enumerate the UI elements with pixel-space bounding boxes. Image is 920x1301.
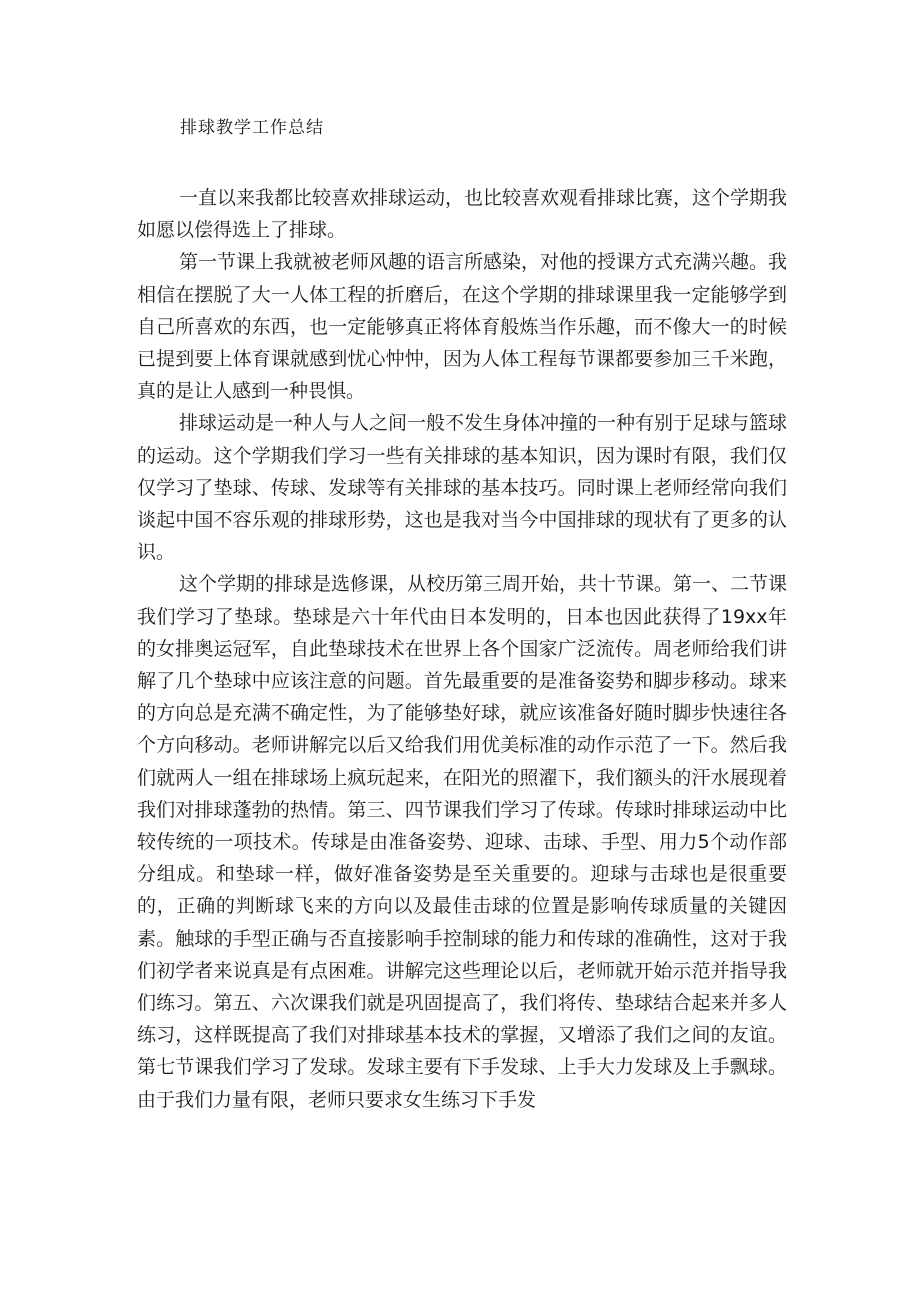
paragraph: 这个学期的排球是选修课，从校历第三周开始，共十节课。第一、二节课我们学习了垫球。垫球是六十年代由日本发明的，日本也因此获得了19xx年的女排奥运冠军，自此垫球技术在世界上各个国家广泛流传。周老师给我们讲解了几个垫球中应该注意的问题。首先最重要的是准备姿势和脚步移动。球来的方向总是充满不确定性，为了能够垫好球，就应该准备好随时脚步快速往各个方向移动。老师讲解完以后又给我们用优美标准的动作示范了一下。然后我们就两人一组在排球场上疯玩起来，在阳光的照濯下，我们额头的汗水展现着我们对排球蓬勃的热情。第三、四节课我们学习了传球。传球时排球运动中比较传统的一项技术。传球是由准备姿势、迎球、击球、手型、用力5个动作部分组成。和垫球一样，做好准备姿势是至关重要的。迎球与击球也是很重要的，正确的判断球飞来的方向以及最佳击球的位置是影响传球质量的关键因素。触球的手型正确与否直接影响手控制球的能力和传球的准确性，这对于我们初学者来说真是有点困难。讲解完这些理论以后，老师就开始示范并指导我们练习。第五、六次课我们就是巩固提高了，我们将传、垫球结合起来并多人练习，这样既提高了我们对排球基本技术的掌握，又增添了我们之间的友谊。第七节课我们学习了发球。发球主要有下手发球、上手大力发球及上手飘球。由于我们力量有限，老师只要求女生练习下手发 [137, 573, 788, 1111]
document-title: 排球教学工作总结 [180, 118, 324, 138]
paragraph: 第一节课上我就被老师风趣的语言所感染，对他的授课方式充满兴趣。我相信在摆脱了大一人体工程的折磨后，在这个学期的排球课里我一定能够学到自己所喜欢的东西，也一定能够真正将体育般炼当作乐趣，而不像大一的时候已提到要上体育课就感到忧心忡忡，因为人体工程每节课都要参加三千米跑，真的是让人感到一种畏惧。 [137, 251, 788, 403]
paragraph: 一直以来我都比较喜欢排球运动，也比较喜欢观看排球比赛，这个学期我如愿以偿得选上了排球。 [137, 187, 788, 242]
document-body [137, 182, 787, 1116]
paragraph: 排球运动是一种人与人之间一般不发生身体冲撞的一种有别于足球与篮球的运动。这个学期我们学习一些有关排球的基本知识，因为课时有限，我们仅仅学习了垫球、传球、发球等有关排球的基本技巧。同时课上老师经常向我们谈起中国不容乐观的排球形势，这也是我对当今中国排球的现状有了更多的认识。 [137, 412, 788, 564]
